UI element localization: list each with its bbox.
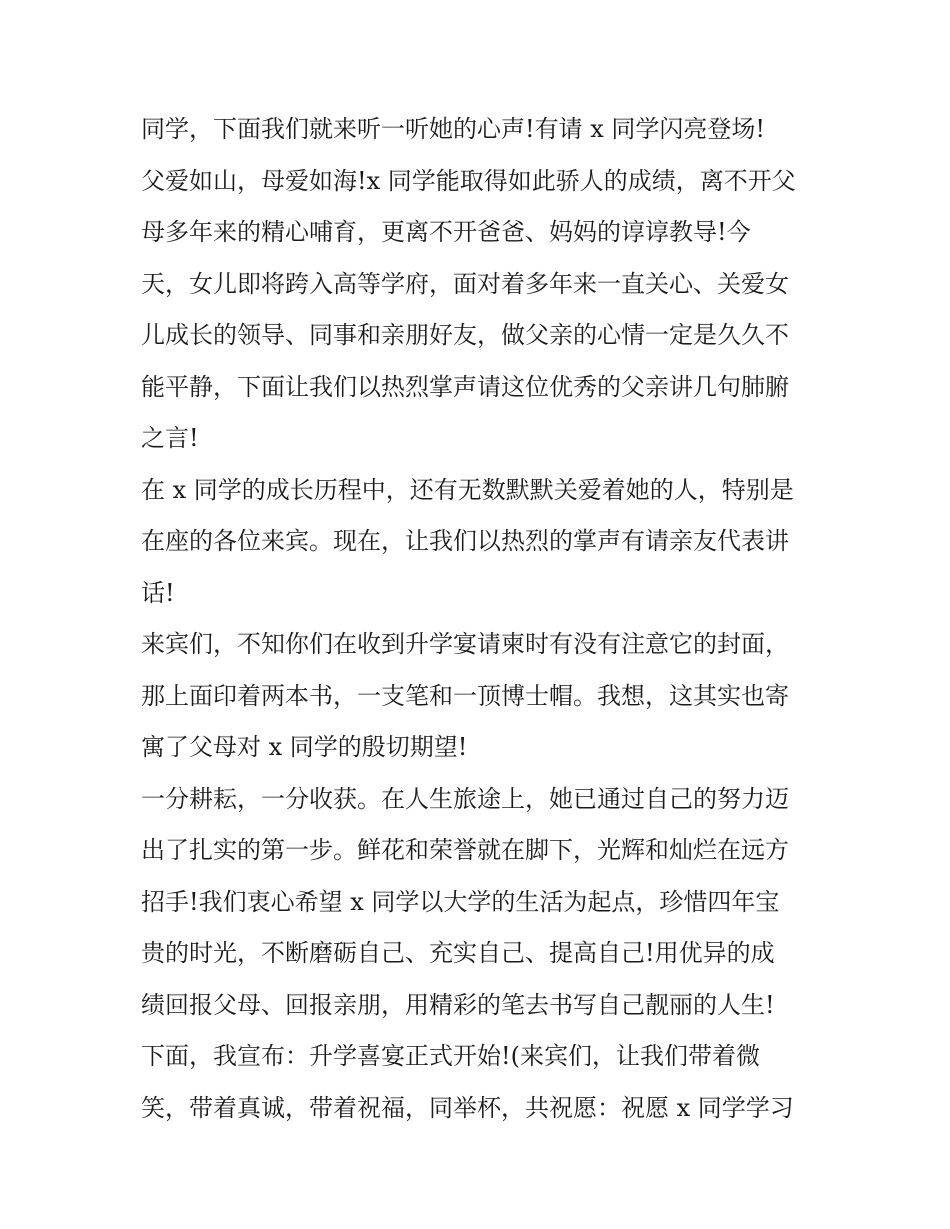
- text-line: 绩回报父母、回报亲朋，用精彩的笔去书写自己靓丽的人生!: [141, 990, 775, 1019]
- text-line: 话!: [141, 578, 175, 607]
- text-line: 出了扎实的第一步。鲜花和荣誉就在脚下，光辉和灿烂在远方: [141, 836, 789, 864]
- text-line: 天，女儿即将跨入高等学府，面对着多年来一直关心、关爱女: [141, 269, 789, 298]
- text-line: 来宾们，不知你们在收到升学宴请柬时有没有注意它的封面，: [141, 630, 789, 658]
- text-line: 招手!我们衷心希望 x 同学以大学的生活为起点，珍惜四年宝: [141, 887, 780, 916]
- text-line: 下面，我宣布：升学喜宴正式开始!(来宾们，让我们带着微: [141, 1042, 761, 1070]
- text-line: 儿成长的领导、同事和亲朋好友，做父亲的心情一定是久久不: [141, 321, 789, 349]
- text-line: 在座的各位来宾。现在，让我们以热烈的掌声有请亲友代表讲: [141, 527, 789, 555]
- document-body: [141, 104, 821, 1134]
- text-line: 同学，下面我们就来听一听她的心声!有请 x 同学闪亮登场!: [141, 115, 766, 143]
- text-line: 在 x 同学的成长历程中，还有无数默默关爱着她的人，特别是: [141, 475, 794, 504]
- text-line: 之言!: [141, 424, 199, 452]
- text-line: 笑，带着真诚，带着祝福，同举杯，共祝愿：祝愿 x 同学学习: [141, 1093, 794, 1122]
- text-line: 能平静，下面让我们以热烈掌声请这位优秀的父亲讲几句肺腑: [141, 372, 789, 401]
- text-line: 一分耕耘，一分收获。在人生旅途上，她已通过自己的努力迈: [141, 784, 789, 813]
- text-line: 父爱如山，母爱如海!x 同学能取得如此骄人的成绩，离不开父: [141, 166, 796, 195]
- text-line: 寓了父母对 x 同学的殷切期望!: [141, 733, 468, 761]
- text-line: 母多年来的精心哺育，更离不开爸爸、妈妈的谆谆教导!今: [141, 218, 751, 246]
- text-line: 那上面印着两本书，一支笔和一顶博士帽。我想，这其实也寄: [141, 681, 789, 710]
- text-line: 贵的时光，不断磨砺自己、充实自己、提高自己!用优异的成: [141, 939, 775, 967]
